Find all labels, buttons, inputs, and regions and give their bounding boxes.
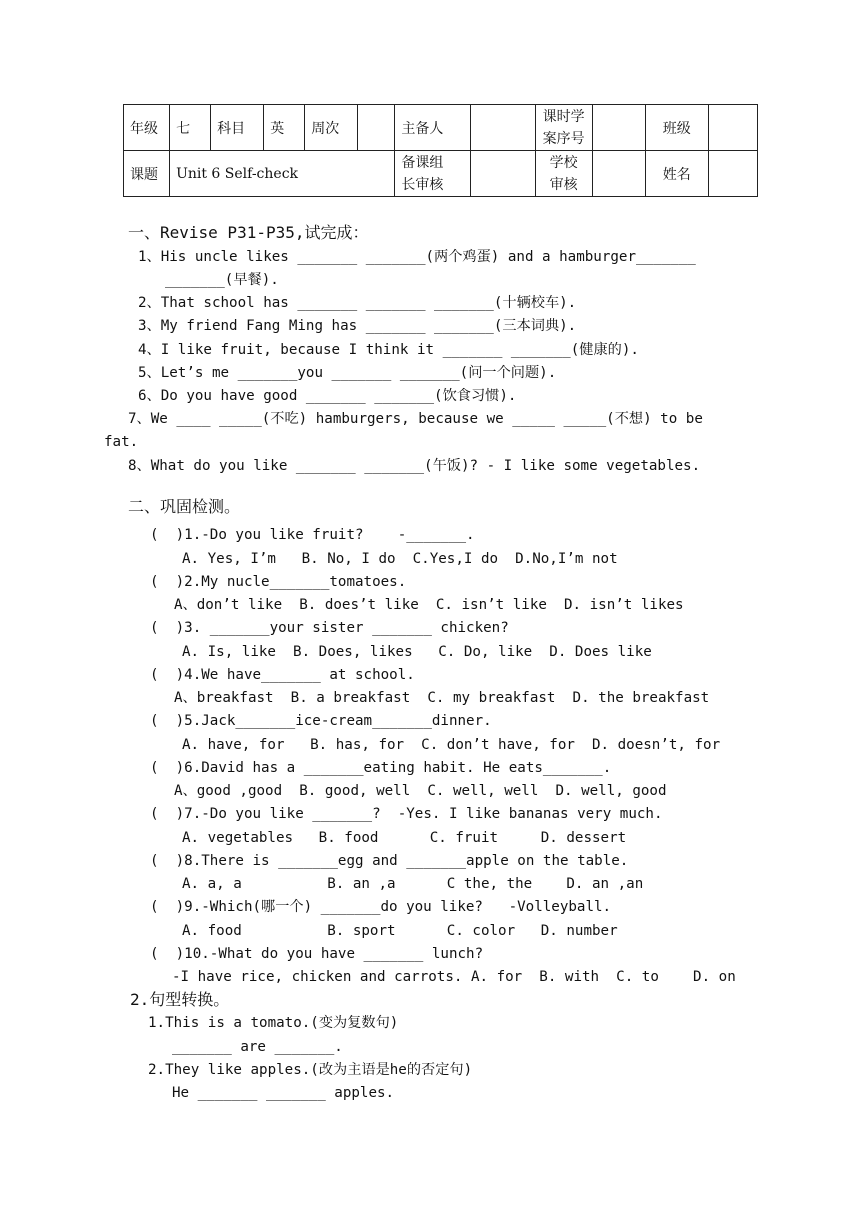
name-label: 姓名: [645, 151, 708, 197]
name-value: [708, 151, 757, 197]
header-row-1: [124, 105, 758, 151]
school-review-value: [592, 151, 645, 197]
q8: ( )8.There is _______egg and _______apple on the table.: [150, 853, 629, 869]
school-review-label: 学校 审核: [535, 151, 592, 197]
preparer-label: 主备人: [395, 105, 470, 151]
q9-options: A. food B. sport C. color D. number: [182, 923, 618, 939]
s1-item-2: 2、That school has _______ _______ _______(十辆校车).: [138, 295, 577, 311]
week-value: [358, 105, 395, 151]
topic-label: 课题: [124, 151, 170, 197]
q3-options: A. Is, like B. Does, likes C. Do, like D. Does like: [182, 644, 652, 660]
class-value: [708, 105, 757, 151]
q1-options: A. Yes, I’m B. No, I do C.Yes,I do D.No,I’m not: [182, 551, 618, 567]
s1-item-7-cont: fat.: [104, 434, 139, 450]
q9: ( )9.-Which(哪一个) _______do you like? -Volleyball.: [150, 899, 612, 915]
transform-1-answer: _______ are _______.: [172, 1039, 343, 1055]
q2: ( )2.My nucle_______tomatoes.: [150, 574, 407, 590]
transform-2: 2.They like apples.(改为主语是he的否定句): [148, 1062, 473, 1078]
s1-item-6: 6、Do you have good _______ _______(饮食习惯).: [138, 388, 517, 404]
section-2-title: 二、巩固检测。: [128, 497, 241, 516]
s1-item-5: 5、Let’s me _______you _______ _______(问一个问题).: [138, 365, 557, 381]
q3: ( )3. _______your sister _______ chicken?: [150, 620, 509, 636]
s1-item-3: 3、My friend Fang Ming has _______ _______(三本词典).: [138, 318, 577, 334]
section-1-title: 一、Revise P31-P35,试完成：: [128, 223, 369, 242]
s1-item-8: 8、What do you like _______ _______(午饭)? - I like some vegetables.: [128, 458, 701, 474]
grade-value: 七: [170, 105, 211, 151]
q10-options: -I have rice, chicken and carrots. A. for B. with C. to D. on: [172, 969, 736, 985]
group-review-value: [470, 151, 535, 197]
q2-options: A、don’t like B. does’t like C. isn’t like D. isn’t likes: [174, 597, 684, 613]
grade-label: 年级: [124, 105, 170, 151]
lesson-number-value: [592, 105, 645, 151]
section-3-title: 2.句型转换。: [130, 990, 230, 1009]
subject-value: 英: [264, 105, 305, 151]
q7-options: A. vegetables B. food C. fruit D. dessert: [182, 830, 627, 846]
lesson-number-label: 课时学 案序号: [535, 105, 592, 151]
class-label: 班级: [645, 105, 708, 151]
q6: ( )6.David has a _______eating habit. He eats_______.: [150, 760, 612, 776]
q8-options: A. a, a B. an ,a C the, the D. an ,an: [182, 876, 644, 892]
q5: ( )5.Jack_______ice-cream_______dinner.: [150, 713, 492, 729]
q10: ( )10.-What do you have _______ lunch?: [150, 946, 484, 962]
q4-options: A、breakfast B. a breakfast C. my breakfast D. the breakfast: [174, 690, 710, 706]
q6-options: A、good ,good B. good, well C. well, well D. well, good: [174, 783, 667, 799]
s1-item-4: 4、I like fruit, because I think it _______ _______(健康的).: [138, 342, 639, 358]
group-review-label: 备课组 长审核: [395, 151, 470, 197]
q7: ( )7.-Do you like _______? -Yes. I like bananas very much.: [150, 806, 663, 822]
preparer-value: [470, 105, 535, 151]
topic-value: Unit 6 Self-check: [170, 151, 395, 197]
week-label: 周次: [305, 105, 358, 151]
q4: ( )4.We have_______ at school.: [150, 667, 415, 683]
s1-item-1-cont: _______(早餐).: [165, 272, 279, 288]
header-table: [123, 104, 758, 197]
s1-item-7: 7、We ____ _____(不吃) hamburgers, because we _____ _____(不想) to be: [128, 411, 703, 427]
subject-label: 科目: [211, 105, 264, 151]
transform-2-answer: He _______ _______ apples.: [172, 1085, 395, 1101]
s1-item-1: 1、His uncle likes _______ _______(两个鸡蛋) and a hamburger_______: [138, 249, 696, 265]
q1: ( )1.-Do you like fruit? -_______.: [150, 527, 475, 543]
transform-1: 1.This is a tomato.(变为复数句): [148, 1015, 399, 1031]
q5-options: A. have, for B. has, for C. don’t have, for D. doesn’t, for: [182, 737, 721, 753]
header-row-2: [124, 151, 758, 197]
